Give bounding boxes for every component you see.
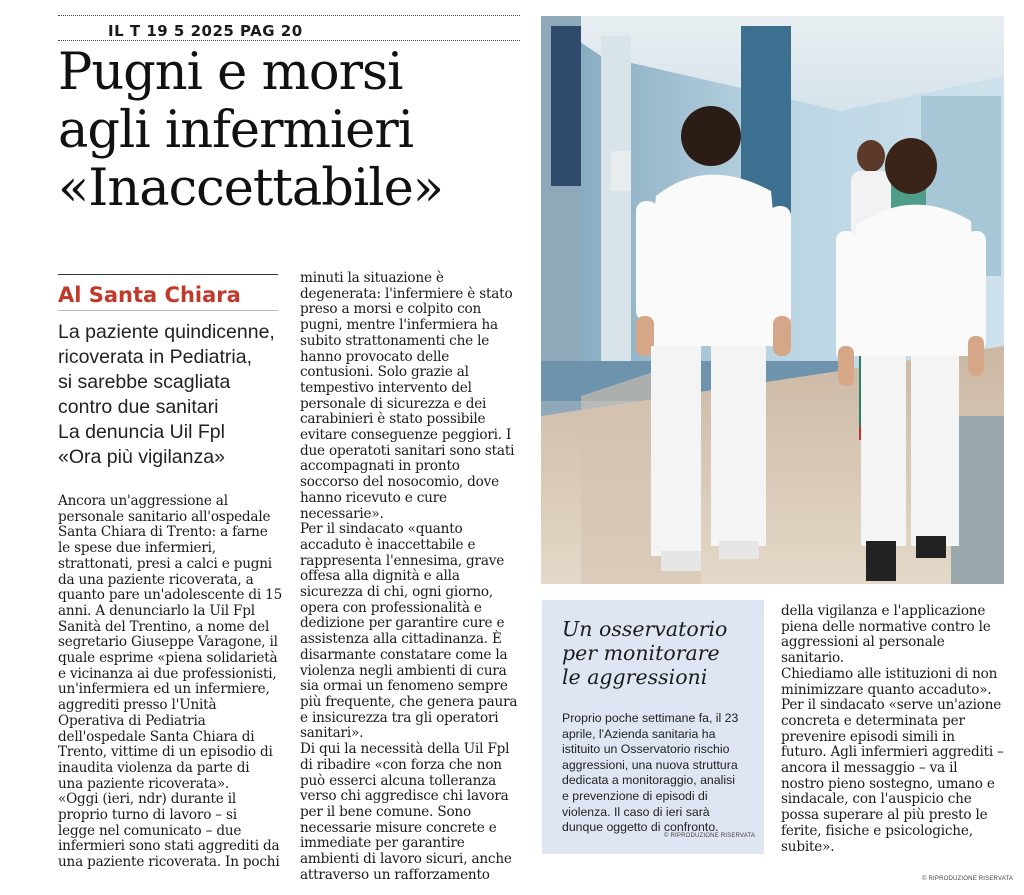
text-line: violenza negli ambienti di cura [300, 662, 507, 679]
text-line: una paziente ricoverata». [58, 775, 230, 792]
page-copyright: © RIPRODUZIONE RISERVATA [922, 876, 1014, 882]
headline-line: agli infermieri [58, 101, 414, 160]
sidebar-title [562, 617, 727, 689]
subhead-line: «Ora più vigilanza» [58, 446, 225, 468]
text-line: attraverso un rafforzamento [300, 866, 490, 883]
sidebar-copyright: © RIPRODUZIONE RISERVATA [664, 833, 756, 839]
text-line: carabinieri è stato possibile [300, 411, 486, 428]
kicker: Al Santa Chiara [58, 283, 241, 307]
text-line: aggressioni, una nuova struttura [562, 757, 738, 772]
subhead-line: contro due sanitari [58, 396, 219, 418]
kicker-underline [58, 310, 278, 311]
headline [58, 44, 528, 218]
headline-line: Pugni e morsi [58, 43, 403, 102]
text-line: dedicata a monitoraggio, analisi [562, 773, 735, 788]
body-column-2 [300, 271, 530, 883]
text-line: Per il sindacato «quanto [300, 521, 463, 538]
dateline: IL T 19 5 2025 PAG 20 [108, 22, 303, 40]
text-line: aggrediti presso l'Unità [58, 697, 217, 714]
text-line: offesa alla dignità e alla [300, 568, 460, 585]
text-line: della vigilanza e l'applicazione [781, 603, 986, 619]
text-line: un'infermiera ed un infermiere, [58, 681, 270, 698]
body-column-4 [781, 604, 1011, 855]
text-line: Santa Chiara di Trento: a farne [58, 524, 268, 541]
text-line: subito strattonamenti che le [300, 332, 490, 349]
sidebar-title-line: le aggressioni [562, 665, 708, 689]
text-line: due operatoti sanitari sono stati [300, 442, 515, 459]
sidebar-title-line: Un osservatorio [562, 617, 728, 641]
text-line: aprile, l'Azienda sanitaria ha [562, 726, 716, 741]
text-line: tempestivo intervento del [300, 379, 472, 396]
text-line: può esserci alcuna tolleranza [300, 772, 496, 789]
text-line: verso chi aggredisce chi lavora [300, 788, 509, 805]
text-line: sanitario. [781, 650, 844, 667]
text-line: pugni, mentre l'infermiera ha [300, 317, 498, 334]
subhead-line: La denuncia Uil Fpl [58, 421, 225, 443]
text-line: disarmante constatare come la [300, 646, 508, 663]
text-line: dunque oggetto di confronto. [562, 820, 719, 835]
text-line: futuro. Agli infermieri aggrediti – [781, 744, 1004, 761]
text-line: hanno ricevuto e cure [300, 489, 447, 506]
text-line: nostro pieno sostegno, umano e [781, 775, 995, 792]
text-line: Chiediamo alle istituzioni di non [781, 665, 998, 682]
text-line: ancora il messaggio – va il [781, 760, 958, 777]
text-line: Per il sindacato «serve un'azione [781, 697, 1002, 714]
text-line: dedizione per garantire cure e [300, 615, 505, 632]
text-line: opera con professionalità e [300, 599, 482, 616]
text-line: «Oggi (ieri, ndr) durante il [58, 791, 237, 808]
text-line: violenza. Il caso di ieri sarà [562, 804, 710, 819]
text-line: degenerata: l'infermiere è stato [300, 285, 513, 302]
text-line: evitare conseguenze peggiori. I [300, 427, 512, 444]
text-line: segretario Giuseppe Varagone, il [58, 634, 278, 651]
text-line: contusioni. Solo grazie al [300, 364, 469, 381]
text-line: anni. A denunciarlo la Uil Fpl [58, 602, 255, 619]
text-line: sindacale, con l'auspicio che [781, 791, 972, 808]
text-line: ferite, fisiche e psicologiche, [781, 822, 973, 839]
hospital-corridor-photo [541, 16, 1004, 584]
text-line: minimizzare quanto accaduto». [781, 681, 992, 698]
text-line: accaduto è inaccettabile e [300, 536, 476, 553]
text-line: sia ormai un fenomeno sempre [300, 678, 508, 695]
sidebar-title-line: per monitorare [562, 641, 720, 665]
dateline-rule [58, 40, 520, 41]
text-line: sicurezza di chi, ogni giorno, [300, 584, 494, 601]
subhead [58, 320, 290, 470]
text-line: personale di sicurezza e dei [300, 395, 487, 412]
text-line: Sanità del Trentino, a nome del [58, 618, 270, 635]
text-line: Operativa di Pediatria [58, 712, 206, 729]
text-line: concreta e determinata per [781, 712, 965, 729]
sidebar-text [562, 711, 758, 836]
text-line: da una paziente ricoverata, a [58, 571, 254, 588]
text-line: istituito un Osservatorio rischio [562, 742, 730, 757]
text-line: accompagnati in pronto [300, 458, 460, 475]
text-line: prevenire episodi simili in [781, 728, 955, 745]
text-line: immediate per garantire [300, 835, 465, 852]
text-line: le spese due infermieri, [58, 540, 216, 557]
text-line: aggressioni al personale [781, 634, 945, 651]
subhead-line: si sarebbe scagliata [58, 371, 231, 393]
text-line: quale esprime «piena solidarietà [58, 650, 278, 667]
text-line: personale sanitario all'ospedale [58, 508, 271, 525]
top-rule [58, 15, 520, 16]
text-line: minuti la situazione è [300, 270, 444, 286]
text-line: assistenza alla cittadinanza. È [300, 631, 502, 648]
text-line: una paziente ricoverata. In pochi [58, 854, 280, 871]
text-line: Ancora un'aggressione al [58, 493, 228, 509]
text-line: necessarie». [300, 505, 384, 522]
text-line: piena delle normative contro le [781, 618, 991, 635]
text-line: necessarie misure concrete e [300, 819, 497, 836]
text-line: proprio turno di lavoro – si [58, 807, 237, 824]
text-line: preso a morsi e colpito con [300, 301, 482, 318]
text-line: strattonati, presi a calci e pugni [58, 555, 272, 572]
text-line: di ribadire «con forza che non [300, 756, 502, 773]
text-line: dell'ospedale Santa Chiara di [58, 728, 255, 745]
text-line: sanitari». [300, 725, 364, 742]
text-line: inaudita violenza da parte di [58, 759, 250, 776]
text-line: e insicurezza tra gli operatori [300, 709, 499, 726]
text-line: rappresenta l'ennesima, grave [300, 552, 505, 569]
subhead-line: ricoverata in Pediatria, [58, 346, 253, 368]
subhead-line: La paziente quindicenne, [58, 321, 275, 343]
headline-line: «Inaccettabile» [58, 159, 443, 218]
text-line: e vicinanza ai due professionisti, [58, 665, 277, 682]
text-line: possa superare al più presto le [781, 807, 988, 824]
text-line: hanno provocato delle [300, 348, 450, 365]
text-line: subite». [781, 838, 835, 855]
text-line: Di qui la necessità della Uil Fpl [300, 741, 510, 758]
text-line: per il bene comune. Sono [300, 803, 471, 820]
text-line: quanto pare un'adolescente di 15 [58, 587, 283, 604]
text-line: Proprio poche settimane fa, il 23 [562, 711, 739, 725]
kicker-rule [58, 274, 278, 275]
text-line: infermieri sono stati aggrediti da [58, 838, 280, 855]
text-line: e prevenzione di episodi di [562, 788, 708, 803]
text-line: legge nel comunicato – due [58, 822, 242, 839]
text-line: più frequente, che genera paura [300, 693, 518, 710]
text-line: ambienti di lavoro sicuri, anche [300, 851, 512, 868]
body-column-1 [58, 494, 286, 871]
text-line: soccorso del nosocomio, dove [300, 474, 499, 491]
text-line: Trento, vittime di un episodio di [58, 744, 273, 761]
